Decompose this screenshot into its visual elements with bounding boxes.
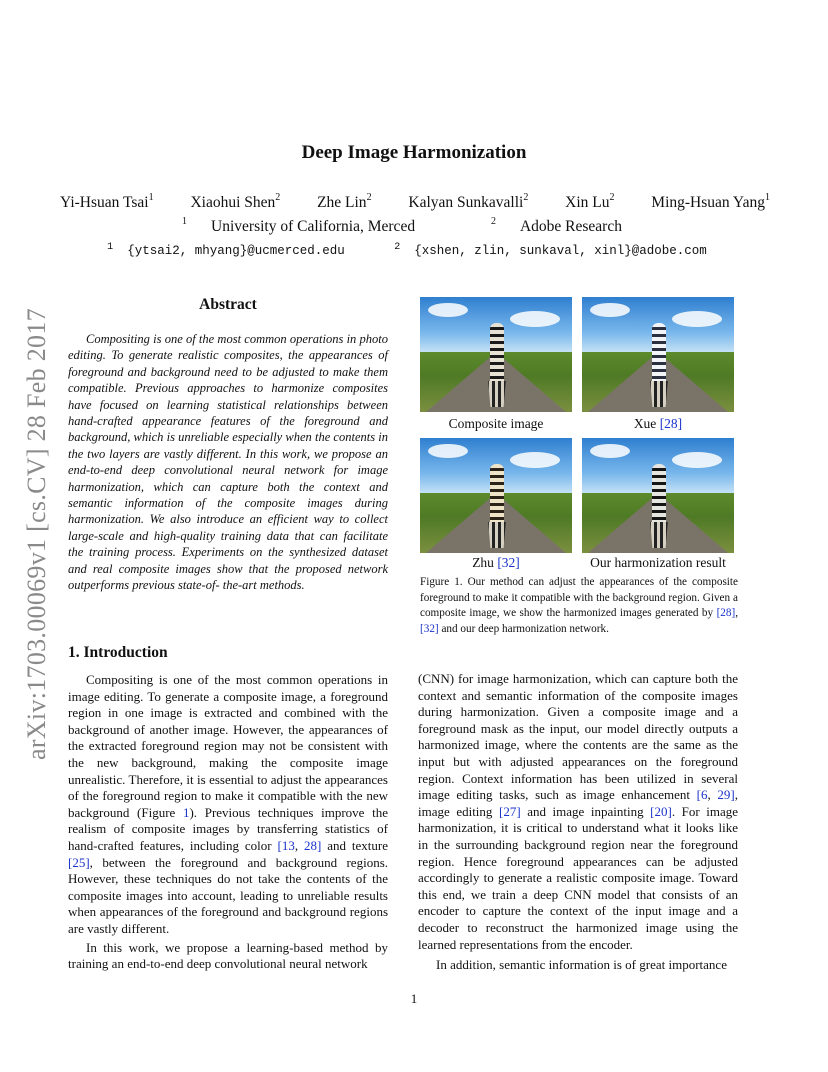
figure-caption: Figure 1. Our method can adjust the appearances of the composite foreground to make it compatible with the background region. Given a composite image, we show the harmonized images generated by [28], [32] and our deep harmonization network. [420,576,738,635]
abstract-text: Compositing is one of the most common operations in photo editing. To generate realistic composites, the appearances of foreground and background need to be adjusted to make them compatible. Previous approaches to harmonize composites have focused on learning statistical relationships between hand-crafted appearance features of the foreground and background, which is unreliable especially when the contents in the two layers are vastly different. In this work, we propose an end-to-end deep convolutional neural network for image harmonization, which can capture both the context and semantic information of the composite images during harmonization. We also introduce an efficient way to collect large-scale and high-quality training data that can facilitate the training process. Experiments on the synthesized dataset and real composite images show that the proposed network outperforms previous state-of- the-art methods. [68,332,388,593]
citation-link[interactable]: [13 [277,837,295,853]
citation-link[interactable]: [32] [420,622,439,635]
section-heading: 1. Introduction [68,644,168,661]
paper-title: Deep Image Harmonization [301,142,527,163]
author: Xin Lu$^2$ [565,192,615,211]
intro-left-column [68,672,388,973]
citation-link[interactable]: [28] [659,416,683,431]
author: Xiaohui Shen$^2$ [190,192,281,211]
author: Ming-Hsuan Yang$^1$ [651,192,770,211]
citation-link[interactable]: [32] [497,555,520,570]
page-number: 1 [410,991,418,1006]
emails [0,244,828,258]
our-result-image [582,438,734,553]
paragraph: In addition, semantic information is of great importance [436,957,727,973]
citation-link[interactable]: [27] [498,803,521,819]
author: Yi-Hsuan Tsai$^1$ [60,192,154,211]
panel-label: Xue [28] [633,416,683,431]
author: Zhe Lin$^2$ [317,192,372,211]
author-list [60,194,770,212]
email: $^1$ {ytsai2, mhyang}@ucmerced.edu [107,242,345,258]
citation-link[interactable]: [25] [68,854,90,870]
arxiv-stamp: arXiv:1703.00069v1 [cs.CV] 28 Feb 2017 [22,308,51,760]
affiliation: $^2$ Adobe Research [490,216,622,235]
panel-label: Zhu [32] [472,555,520,570]
citation-link[interactable]: [20] [650,803,672,819]
citation-link[interactable]: [6 [696,787,708,803]
author: Kalyan Sunkavalli$^2$ [408,192,529,211]
paragraph: Compositing is one of the most common operations in image editing. To generate a composite image, a foreground region in one image is extracted and combined with the background of another image. However, the appearances of the extracted foreground region may not be consistent with the new background, making the composite image unrealistic. Therefore, it is essential to adjust the appearances of the foreground region to make it compatible with the new background (Figure 1). Previous techniques improve the realism of composite images by transferring statistics of hand-crafted features, including color [13, 28] and texture [25], between the foreground and background regions. However, these techniques do not take the contents of the composite images into account, leading to unreliable results when appearances of the foreground and background regions are vastly different. [68,672,388,936]
paragraph: (CNN) for image harmonization, which can capture both the context and semantic information of the composite images during harmonization. Given a composite image and a foreground mask as the input, our model directly outputs a harmonized image, where the contents are the same as the input but with adjusted appearances on the foreground region. Context information has been utilized in several image editing tasks, such as image enhancement [6, 29], image editing [27] and image inpainting [20]. For image harmonization, it is critical to understand what it looks like in the surrounding background region near the foreground region. Hence foreground appearances can be adjusted accordingly to generate a realistic composite image. Toward this end, we train a deep CNN model that consists of an encoder to capture the context of the input image and a decoder to reconstruct the harmonized image using the learned representations from the encoder. [418,671,738,952]
paragraph: In this work, we propose a learning-based method by training an end-to-end deep convolutional neural network [68,939,388,972]
abstract-heading: Abstract [199,296,257,313]
email: $^2$ {xshen, zlin, sunkaval, xinl}@adobe.com [394,242,707,258]
zhu-result-image [420,438,572,553]
panel-label: Our harmonization result [590,555,726,570]
citation-link[interactable]: 29] [717,787,735,803]
intro-right-column [418,671,738,974]
citation-link[interactable]: 28] [303,837,322,853]
panel-label: Composite image [448,416,544,431]
affiliations [0,218,828,236]
citation-link[interactable]: [28] [716,607,736,619]
figure-link[interactable]: 1 [182,804,190,820]
composite-image [420,297,572,412]
xue-result-image [582,297,734,412]
figure-1 [420,297,738,572]
affiliation: $^1$ University of California, Merced [182,216,416,235]
